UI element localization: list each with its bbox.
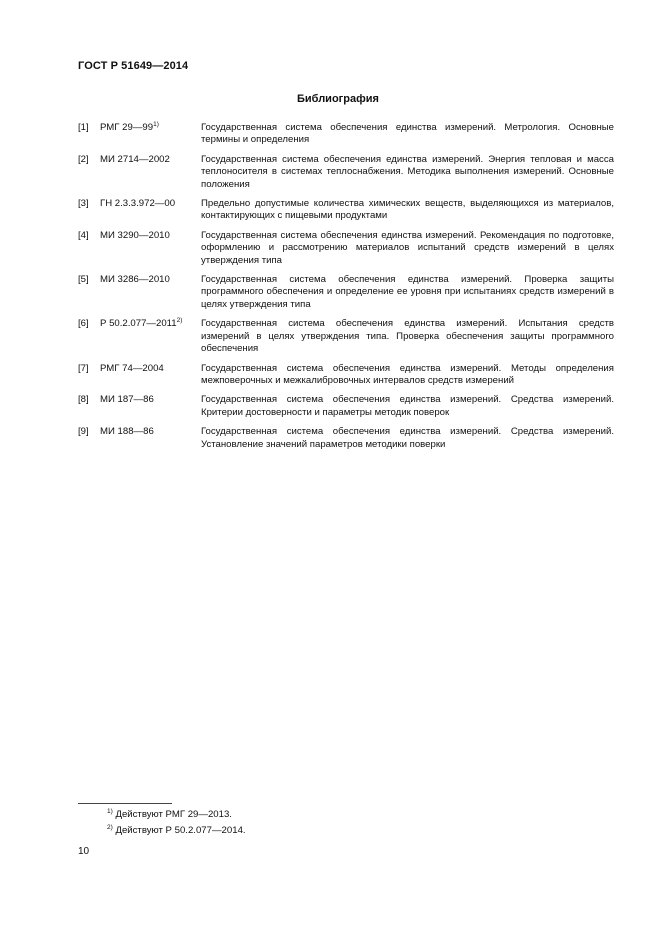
entry-description: Государственная система обеспечения единства измерений. Методы определения межповерочных и межкалибровочных интервалов средств измерений — [201, 362, 614, 386]
entry-code: ГН 2.3.3.972—00 — [100, 198, 176, 210]
entry-code: МИ 2714—2002 — [100, 153, 170, 165]
footnote-2 — [107, 825, 246, 837]
bibliography-entry-5 — [78, 274, 618, 311]
footnote-ref: 2) — [176, 317, 183, 325]
entry-number: [3] — [78, 198, 89, 210]
standard-id-header: ГОСТ Р 51649—2014 — [78, 60, 189, 72]
entry-code: МИ 187—86 — [100, 394, 154, 406]
footnote-mark: 1) — [107, 807, 113, 815]
entry-code: МИ 3286—2010 — [100, 274, 170, 286]
entry-description: Государственная система обеспечения единства измерений. Энергия тепловая и масса теплоносителя в системах теплоснабжения. Методика выполнения измерений. Основные положения — [201, 153, 614, 190]
entry-code — [100, 122, 159, 134]
entry-code: РМГ 74—2004 — [100, 362, 164, 374]
bibliography-entry-9 — [78, 426, 618, 451]
section-title: Библиография — [297, 93, 379, 105]
entry-number: [6] — [78, 318, 89, 330]
entry-number: [5] — [78, 274, 89, 286]
footnote-text: Действуют РМГ 29—2013. — [112, 809, 232, 820]
entry-code: МИ 188—86 — [100, 426, 154, 438]
footnote-text: Действуют Р 50.2.077—2014. — [112, 825, 246, 836]
bibliography-entry-1 — [78, 122, 618, 147]
footnote-separator — [78, 803, 172, 804]
entry-description: Предельно допустимые количества химических веществ, выделяющихся из материалов, контактирующих с пищевыми продуктами — [201, 198, 614, 222]
entry-code — [100, 318, 182, 330]
entry-description: Государственная система обеспечения единства измерений. Средства измерений. Критерии достоверности и параметры методик поверок — [201, 394, 614, 418]
entry-number: [4] — [78, 229, 89, 241]
bibliography-entry-2 — [78, 154, 618, 191]
bibliography-entry-6 — [78, 318, 618, 355]
bibliography-entry-8 — [78, 394, 618, 419]
entry-code: МИ 3290—2010 — [100, 229, 170, 241]
entry-code-text: Р 50.2.077—2011 — [100, 318, 177, 330]
bibliography-entry-3 — [78, 198, 618, 223]
entry-description: Государственная система обеспечения единства измерений. Рекомендация по подготовке, оформлению и рассмотрению материалов испытаний средств измерений в целях утверждения типа — [201, 229, 614, 266]
bibliography-entry-7 — [78, 363, 618, 388]
entry-number: [2] — [78, 153, 89, 165]
entry-number: [1] — [78, 122, 89, 133]
entry-description: Государственная система обеспечения единства измерений. Испытания средств измерений в целях утверждения типа. Проверка обеспечения защиты программного обеспечения — [201, 318, 614, 355]
entry-number: [9] — [78, 426, 89, 438]
entry-description: Государственная система обеспечения единства измерений. Метрология. Основные термины и определения — [201, 122, 614, 146]
bibliography-entry-4 — [78, 230, 618, 267]
footnote-mark: 2) — [107, 823, 113, 831]
entry-description: Государственная система обеспечения единства измерений. Средства измерений. Установление значений параметров методики поверки — [201, 426, 614, 450]
page-number: 10 — [78, 846, 90, 857]
footnote-ref: 1) — [153, 120, 159, 128]
bibliography-list — [78, 122, 618, 458]
entry-description: Государственная система обеспечения единства измерений. Проверка защиты программного обеспечения и определение ее уровня при испытаниях средств измерений в целях утверждения типа — [201, 274, 614, 310]
entry-number: [8] — [78, 394, 89, 406]
footnote-1 — [107, 809, 232, 821]
entry-code-text: РМГ 29—99 — [100, 122, 154, 133]
entry-number: [7] — [78, 362, 89, 374]
